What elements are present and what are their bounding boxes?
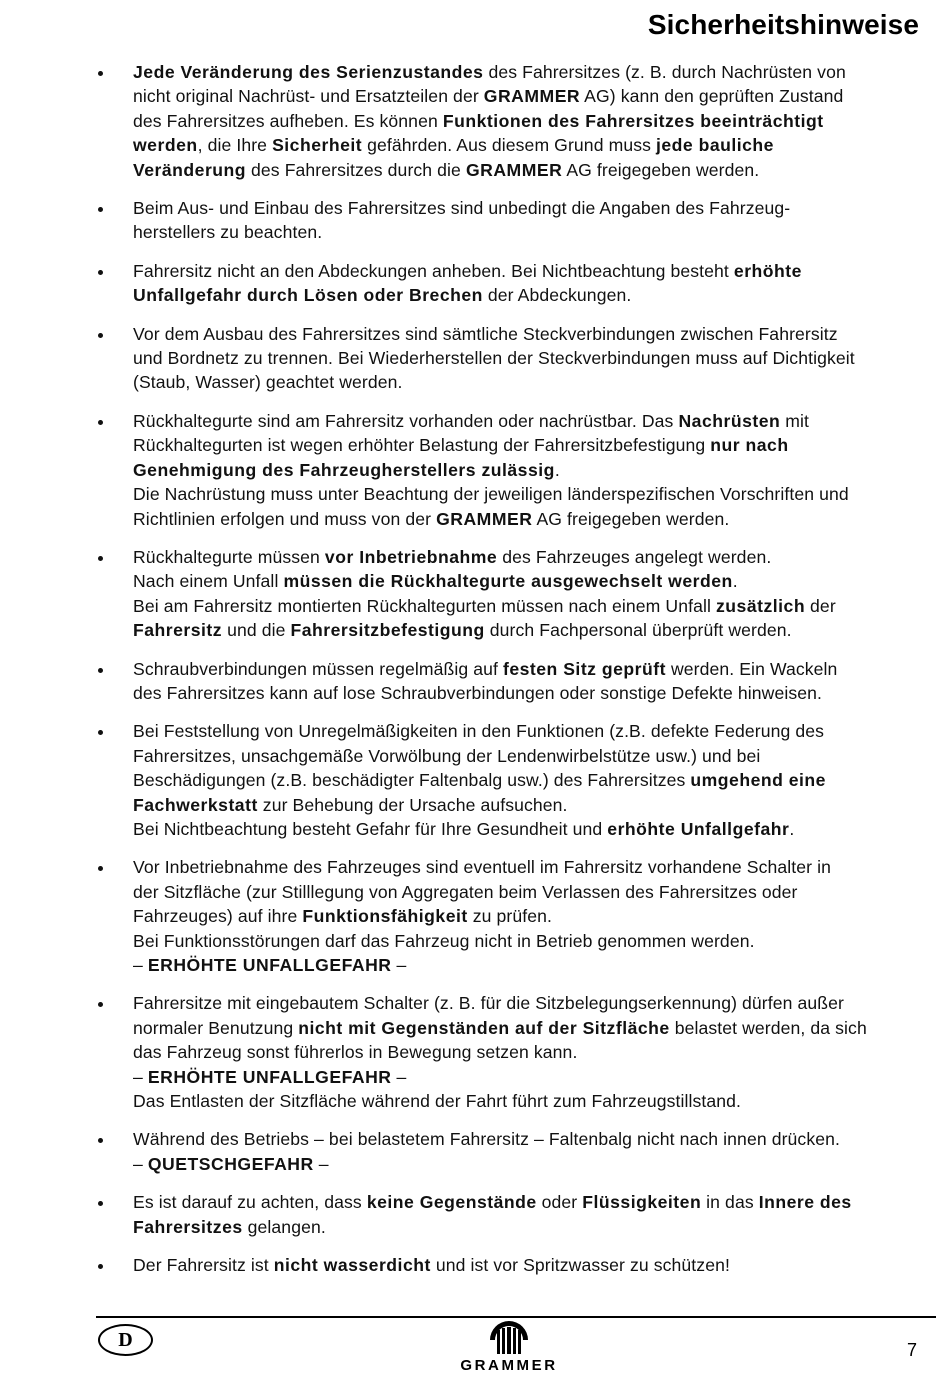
text-line bbox=[133, 880, 919, 904]
text-line bbox=[133, 817, 919, 841]
footer-divider bbox=[96, 1316, 936, 1318]
text-line bbox=[133, 1215, 919, 1239]
text-span: normaler Benutzung bbox=[133, 1017, 299, 1038]
text-span: Fahrersitz nicht an den Abdeckungen anheben. Bei Nichtbeachtung besteht bbox=[133, 260, 734, 281]
text-line bbox=[133, 220, 919, 244]
bold-text: erhöhte Unfallgefahr bbox=[607, 818, 790, 839]
text-span: das Fahrzeug sonst führerlos in Bewegung setzen kann. bbox=[133, 1042, 578, 1063]
text-span: des Fahrersitzes (z. B. durch Nachrüsten von bbox=[483, 62, 846, 82]
text-line bbox=[133, 1152, 919, 1176]
bold-text: QUETSCHGEFAHR bbox=[147, 1153, 314, 1174]
page-title: Sicherheitshinweise bbox=[647, 9, 919, 40]
list-item bbox=[0, 545, 919, 643]
text-line bbox=[133, 60, 919, 84]
text-line bbox=[133, 793, 919, 817]
text-span: Vor Inbetriebnahme des Fahrzeuges sind eventuell im Fahrersitz vorhandene Schalter in bbox=[133, 857, 831, 878]
language-badge: D bbox=[98, 1324, 153, 1356]
bold-text: nicht wasserdicht bbox=[273, 1255, 431, 1276]
text-line bbox=[133, 681, 919, 705]
bold-text: müssen die Rückhaltegurte ausgewechselt werden bbox=[283, 571, 733, 592]
text-span: mit bbox=[780, 410, 809, 431]
text-line bbox=[133, 133, 919, 157]
text-span: zu prüfen. bbox=[467, 906, 552, 927]
text-line bbox=[133, 158, 919, 182]
text-line bbox=[133, 904, 919, 928]
bullet-icon bbox=[98, 730, 103, 735]
text-span: Fahrersitze mit eingebautem Schalter (z. B. für die Sitzbelegungserkennung) dürfen außer bbox=[133, 993, 844, 1014]
bullet-icon bbox=[98, 420, 103, 425]
text-span: nicht original Nachrüst- und Ersatzteilen der bbox=[133, 86, 484, 107]
text-line bbox=[133, 768, 919, 792]
text-span: und die bbox=[222, 620, 291, 641]
bold-text: Fahrersitz bbox=[133, 620, 223, 641]
text-span: – bbox=[391, 955, 407, 975]
bold-text: jede bauliche bbox=[656, 135, 774, 156]
text-span: AG freigegeben werden. bbox=[562, 159, 760, 180]
text-span: des Fahrersitzes kann auf lose Schraubverbindungen oder sonstige Defekte hinweisen. bbox=[133, 682, 823, 703]
bullet-icon bbox=[98, 1138, 103, 1143]
bold-text: umgehend eine bbox=[690, 770, 826, 791]
text-line bbox=[133, 569, 919, 593]
bullet-icon bbox=[98, 866, 103, 871]
text-line bbox=[133, 109, 919, 133]
text-line bbox=[133, 458, 919, 482]
text-span: Bei Nichtbeachtung besteht Gefahr für Ihre Gesundheit und bbox=[133, 818, 608, 839]
bold-text: GRAMMER bbox=[436, 508, 533, 529]
text-span: Das Entlasten der Sitzfläche während der Fahrt führt zum Fahrzeugstillstand. bbox=[133, 1091, 742, 1112]
bold-text: Nachrüsten bbox=[678, 410, 781, 431]
text-line bbox=[133, 259, 919, 283]
text-span: und Bordnetz zu trennen. Bei Wiederherstellen der Steckverbindungen muss auf Dichtigkeit bbox=[133, 348, 855, 369]
text-line bbox=[133, 1190, 919, 1214]
text-line bbox=[133, 507, 919, 531]
grammer-logo-icon bbox=[489, 1320, 529, 1356]
bold-text: Jede Veränderung des Serienzustandes bbox=[133, 62, 484, 82]
text-line bbox=[133, 84, 919, 108]
text-line bbox=[133, 618, 919, 642]
text-span: AG freigegeben werden. bbox=[532, 508, 730, 529]
text-span: (Staub, Wasser) geachtet werden. bbox=[133, 372, 403, 393]
text-line bbox=[133, 929, 919, 953]
bold-text: Innere des bbox=[758, 1192, 852, 1213]
text-span: . bbox=[789, 818, 795, 839]
text-span: Beim Aus- und Einbau des Fahrersitzes sind unbedingt die Angaben des Fahrzeug- bbox=[133, 198, 791, 219]
text-line bbox=[133, 855, 919, 879]
text-line bbox=[133, 1127, 919, 1151]
bold-text: Funktionen des Fahrersitzes beeinträchtigt bbox=[442, 110, 824, 131]
bold-text: Flüssigkeiten bbox=[582, 1192, 702, 1213]
text-span: AG) kann den geprüften Zustand bbox=[580, 86, 844, 107]
text-span: Richtlinien erfolgen und muss von der bbox=[133, 508, 437, 529]
safety-instructions-list bbox=[0, 60, 950, 1291]
text-line bbox=[133, 1016, 919, 1040]
text-span: Der Fahrersitz ist bbox=[133, 1255, 274, 1276]
text-line bbox=[133, 433, 919, 457]
bold-text: GRAMMER bbox=[483, 86, 581, 107]
list-item bbox=[0, 196, 919, 245]
text-span: Nach einem Unfall bbox=[133, 571, 284, 592]
text-span: Bei Funktionsstörungen darf das Fahrzeug nicht in Betrieb genommen werden. bbox=[133, 930, 755, 951]
text-span: Bei Feststellung von Unregelmäßigkeiten in den Funktionen (z.B. defekte Federung des bbox=[133, 721, 825, 742]
bullet-icon bbox=[98, 207, 103, 212]
bullet-icon bbox=[98, 1264, 103, 1269]
text-span: – bbox=[133, 1066, 148, 1087]
bold-text: Fahrersitzes bbox=[133, 1216, 243, 1237]
text-span: Rückhaltegurte müssen bbox=[133, 546, 325, 567]
list-item bbox=[0, 719, 919, 841]
text-span: Fahrzeuges) auf ihre bbox=[133, 906, 303, 927]
list-item bbox=[0, 657, 919, 706]
text-line bbox=[133, 322, 919, 346]
text-span: belastet werden, da sich bbox=[669, 1017, 867, 1038]
text-span: zur Behebung der Ursache aufsuchen. bbox=[257, 794, 568, 815]
text-span: Die Nachrüstung muss unter Beachtung der jeweiligen länderspezifischen Vorschriften und bbox=[133, 484, 849, 505]
text-span: Fahrersitzes, unsachgemäße Vorwölbung der Lendenwirbelstütze usw.) und bei bbox=[133, 745, 761, 766]
bullet-icon bbox=[98, 556, 103, 561]
text-line bbox=[133, 283, 919, 307]
text-span: gefährden. Aus diesem Grund muss bbox=[362, 135, 656, 156]
text-span: gelangen. bbox=[242, 1216, 326, 1237]
list-item bbox=[0, 1253, 919, 1277]
bold-text: GRAMMER bbox=[465, 159, 563, 180]
text-span: – bbox=[133, 1153, 148, 1174]
text-span: oder bbox=[536, 1192, 583, 1213]
text-line bbox=[133, 370, 919, 394]
grammer-logo bbox=[453, 1320, 565, 1376]
text-line bbox=[133, 719, 919, 743]
bold-text: keine Gegenstände bbox=[366, 1192, 537, 1213]
text-span: . bbox=[732, 571, 738, 592]
text-span: Während des Betriebs – bei belastetem Fahrersitz – Faltenbalg nicht nach innen drücken. bbox=[133, 1129, 840, 1150]
bold-text: Genehmigung des Fahrzeugherstellers zulässig bbox=[133, 459, 555, 480]
text-span: Bei am Fahrersitz montierten Rückhaltegurten müssen nach einem Unfall bbox=[133, 595, 716, 616]
bold-text: nicht mit Gegenständen auf der Sitzfläche bbox=[298, 1017, 670, 1038]
list-item bbox=[0, 855, 919, 977]
text-span: Es ist darauf zu achten, dass bbox=[133, 1192, 367, 1213]
bullet-icon bbox=[98, 71, 103, 76]
text-line bbox=[133, 1089, 919, 1113]
text-span: der Abdeckungen. bbox=[482, 285, 632, 306]
text-line bbox=[133, 1040, 919, 1064]
text-line bbox=[133, 657, 919, 681]
text-line bbox=[133, 1065, 919, 1089]
bullet-icon bbox=[98, 668, 103, 673]
text-span: durch Fachpersonal überprüft werden. bbox=[484, 620, 792, 641]
text-span: – bbox=[313, 1153, 329, 1174]
text-line bbox=[133, 991, 919, 1015]
bold-text: erhöhte bbox=[733, 260, 802, 281]
text-span: . bbox=[554, 459, 560, 480]
bold-text: Fachwerkstatt bbox=[133, 794, 258, 815]
bold-text: werden bbox=[133, 135, 198, 156]
bold-text: Sicherheit bbox=[272, 135, 363, 156]
logo-wordmark: GRAMMER bbox=[460, 1357, 558, 1374]
text-span: in das bbox=[701, 1192, 759, 1213]
bold-text: ERHÖHTE UNFALLGEFAHR bbox=[147, 1066, 392, 1087]
text-line bbox=[133, 953, 919, 977]
text-span: – bbox=[391, 1066, 407, 1087]
list-item bbox=[0, 259, 919, 308]
list-item bbox=[0, 409, 919, 531]
text-line bbox=[133, 744, 919, 768]
bullet-icon bbox=[98, 333, 103, 338]
text-span: und ist vor Spritzwasser zu schützen! bbox=[430, 1255, 730, 1276]
text-span: Rückhaltegurte sind am Fahrersitz vorhanden oder nachrüstbar. Das bbox=[133, 410, 679, 431]
list-item bbox=[0, 991, 919, 1113]
list-item bbox=[0, 1127, 919, 1176]
list-item bbox=[0, 322, 919, 395]
text-span: – bbox=[133, 955, 148, 975]
text-line bbox=[133, 482, 919, 506]
bold-text: Fahrersitzbefestigung bbox=[290, 620, 485, 641]
page-number: 7 bbox=[907, 1340, 918, 1360]
bold-text: festen Sitz geprüft bbox=[502, 658, 666, 679]
text-span: des Fahrersitzes durch die bbox=[246, 159, 466, 180]
text-line bbox=[133, 545, 919, 569]
list-item bbox=[0, 1190, 919, 1239]
list-item bbox=[0, 60, 919, 182]
text-span: der Sitzfläche (zur Stilllegung von Aggregaten beim Verlassen des Fahrersitzes oder bbox=[133, 881, 798, 902]
text-span: des Fahrersitzes aufheben. Es können bbox=[133, 110, 443, 131]
bold-text: Unfallgefahr durch Lösen oder Brechen bbox=[133, 285, 483, 306]
bullet-icon bbox=[98, 1002, 103, 1007]
text-line bbox=[133, 1253, 919, 1277]
bullet-icon bbox=[98, 1201, 103, 1206]
bold-text: zusätzlich bbox=[715, 595, 806, 616]
text-span: des Fahrzeuges angelegt werden. bbox=[497, 546, 772, 567]
bullet-icon bbox=[98, 270, 103, 275]
text-span: werden. Ein Wackeln bbox=[665, 658, 838, 679]
text-line bbox=[133, 594, 919, 618]
text-span: Rückhaltegurten ist wegen erhöhter Belastung der Fahrersitzbefestigung bbox=[133, 435, 711, 456]
text-span: der bbox=[805, 595, 836, 616]
bold-text: ERHÖHTE UNFALLGEFAHR bbox=[147, 955, 392, 975]
text-span: Beschädigungen (z.B. beschädigter Faltenbalg usw.) des Fahrersitzes bbox=[133, 770, 691, 791]
text-line bbox=[133, 196, 919, 220]
text-line bbox=[133, 346, 919, 370]
bold-text: Veränderung bbox=[133, 159, 247, 180]
bold-text: vor Inbetriebnahme bbox=[324, 546, 498, 567]
text-line bbox=[133, 409, 919, 433]
bold-text: nur nach bbox=[710, 435, 789, 456]
text-span: herstellers zu beachten. bbox=[133, 222, 323, 243]
bold-text: Funktionsfähigkeit bbox=[302, 906, 468, 927]
text-span: Vor dem Ausbau des Fahrersitzes sind sämtliche Steckverbindungen zwischen Fahrersitz bbox=[133, 323, 838, 344]
text-span: Schraubverbindungen müssen regelmäßig auf bbox=[133, 658, 503, 679]
text-span: , die Ihre bbox=[197, 135, 273, 156]
